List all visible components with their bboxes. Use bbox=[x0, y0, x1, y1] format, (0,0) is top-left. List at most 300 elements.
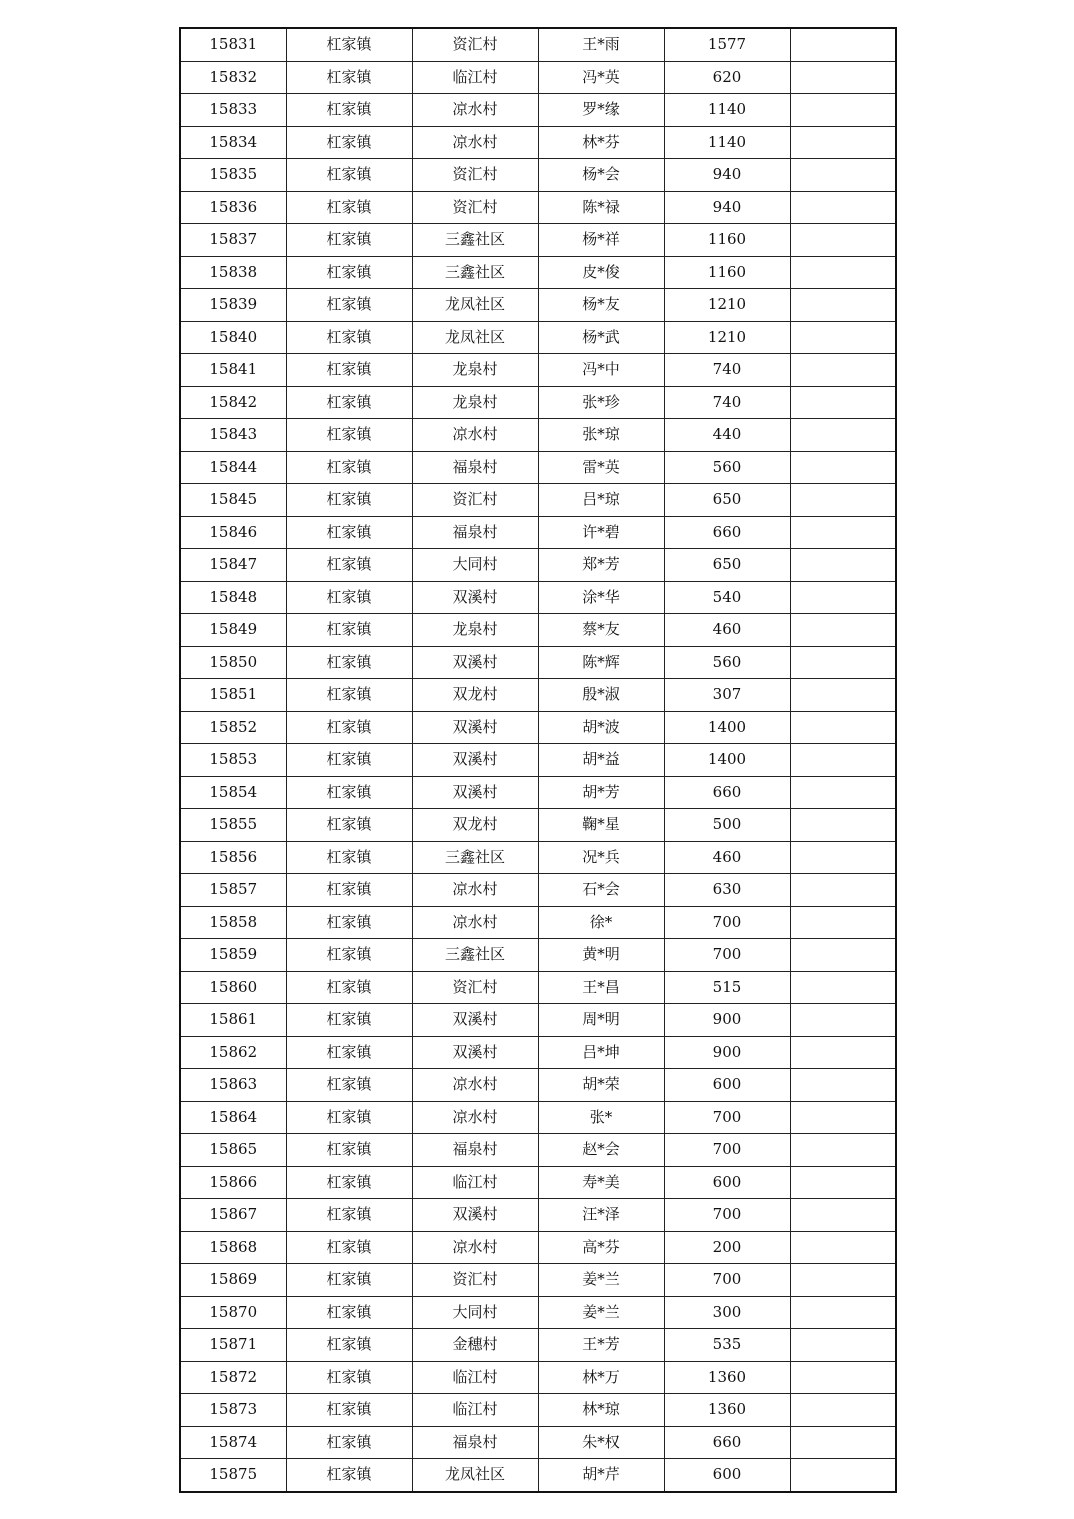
note-cell bbox=[790, 581, 896, 614]
town-cell: 杠家镇 bbox=[286, 1166, 412, 1199]
town-cell: 杠家镇 bbox=[286, 939, 412, 972]
name-cell: 徐* bbox=[538, 906, 664, 939]
town-cell: 杠家镇 bbox=[286, 451, 412, 484]
table-body bbox=[180, 28, 896, 1492]
table-row bbox=[180, 289, 896, 322]
amount-cell: 940 bbox=[664, 191, 790, 224]
row-number-cell: 15839 bbox=[180, 289, 286, 322]
town-cell: 杠家镇 bbox=[286, 484, 412, 517]
name-cell: 胡*波 bbox=[538, 711, 664, 744]
name-cell: 鞠*星 bbox=[538, 809, 664, 842]
note-cell bbox=[790, 61, 896, 94]
table-row bbox=[180, 1134, 896, 1167]
name-cell: 况*兵 bbox=[538, 841, 664, 874]
row-number-cell: 15871 bbox=[180, 1329, 286, 1362]
village-cell: 龙凤社区 bbox=[412, 321, 538, 354]
row-number-cell: 15831 bbox=[180, 28, 286, 61]
town-cell: 杠家镇 bbox=[286, 809, 412, 842]
note-cell bbox=[790, 679, 896, 712]
row-number-cell: 15837 bbox=[180, 224, 286, 257]
name-cell: 冯*中 bbox=[538, 354, 664, 387]
amount-cell: 650 bbox=[664, 484, 790, 517]
table-row bbox=[180, 1264, 896, 1297]
name-cell: 张* bbox=[538, 1101, 664, 1134]
village-cell: 福泉村 bbox=[412, 451, 538, 484]
village-cell: 三鑫社区 bbox=[412, 939, 538, 972]
table-row bbox=[180, 516, 896, 549]
amount-cell: 460 bbox=[664, 841, 790, 874]
row-number-cell: 15848 bbox=[180, 581, 286, 614]
note-cell bbox=[790, 614, 896, 647]
village-cell: 资汇村 bbox=[412, 191, 538, 224]
town-cell: 杠家镇 bbox=[286, 94, 412, 127]
amount-cell: 660 bbox=[664, 516, 790, 549]
name-cell: 张*琼 bbox=[538, 419, 664, 452]
table-row bbox=[180, 224, 896, 257]
note-cell bbox=[790, 646, 896, 679]
town-cell: 杠家镇 bbox=[286, 126, 412, 159]
town-cell: 杠家镇 bbox=[286, 646, 412, 679]
note-cell bbox=[790, 1069, 896, 1102]
amount-cell: 620 bbox=[664, 61, 790, 94]
name-cell: 杨*会 bbox=[538, 159, 664, 192]
name-cell: 雷*英 bbox=[538, 451, 664, 484]
village-cell: 凉水村 bbox=[412, 1101, 538, 1134]
name-cell: 胡*益 bbox=[538, 744, 664, 777]
village-cell: 凉水村 bbox=[412, 874, 538, 907]
note-cell bbox=[790, 1264, 896, 1297]
note-cell bbox=[790, 744, 896, 777]
amount-cell: 1160 bbox=[664, 224, 790, 257]
name-cell: 胡*芳 bbox=[538, 776, 664, 809]
note-cell bbox=[790, 159, 896, 192]
amount-cell: 300 bbox=[664, 1296, 790, 1329]
row-number-cell: 15868 bbox=[180, 1231, 286, 1264]
table-row bbox=[180, 1069, 896, 1102]
name-cell: 林*琼 bbox=[538, 1394, 664, 1427]
row-number-cell: 15853 bbox=[180, 744, 286, 777]
amount-cell: 940 bbox=[664, 159, 790, 192]
town-cell: 杠家镇 bbox=[286, 1231, 412, 1264]
row-number-cell: 15856 bbox=[180, 841, 286, 874]
note-cell bbox=[790, 386, 896, 419]
name-cell: 胡*芹 bbox=[538, 1459, 664, 1492]
village-cell: 双溪村 bbox=[412, 776, 538, 809]
table-row bbox=[180, 1361, 896, 1394]
name-cell: 王*芳 bbox=[538, 1329, 664, 1362]
note-cell bbox=[790, 354, 896, 387]
town-cell: 杠家镇 bbox=[286, 1069, 412, 1102]
town-cell: 杠家镇 bbox=[286, 776, 412, 809]
village-cell: 龙泉村 bbox=[412, 614, 538, 647]
row-number-cell: 15865 bbox=[180, 1134, 286, 1167]
name-cell: 陈*辉 bbox=[538, 646, 664, 679]
amount-cell: 700 bbox=[664, 939, 790, 972]
town-cell: 杠家镇 bbox=[286, 321, 412, 354]
name-cell: 林*芬 bbox=[538, 126, 664, 159]
amount-cell: 500 bbox=[664, 809, 790, 842]
row-number-cell: 15840 bbox=[180, 321, 286, 354]
village-cell: 双溪村 bbox=[412, 1199, 538, 1232]
village-cell: 金穗村 bbox=[412, 1329, 538, 1362]
town-cell: 杠家镇 bbox=[286, 1101, 412, 1134]
name-cell: 寿*美 bbox=[538, 1166, 664, 1199]
table-row bbox=[180, 451, 896, 484]
row-number-cell: 15854 bbox=[180, 776, 286, 809]
name-cell: 皮*俊 bbox=[538, 256, 664, 289]
table-row bbox=[180, 191, 896, 224]
table-row bbox=[180, 614, 896, 647]
table-row bbox=[180, 94, 896, 127]
row-number-cell: 15875 bbox=[180, 1459, 286, 1492]
village-cell: 三鑫社区 bbox=[412, 224, 538, 257]
row-number-cell: 15870 bbox=[180, 1296, 286, 1329]
name-cell: 吕*琼 bbox=[538, 484, 664, 517]
note-cell bbox=[790, 1101, 896, 1134]
village-cell: 临江村 bbox=[412, 1361, 538, 1394]
town-cell: 杠家镇 bbox=[286, 61, 412, 94]
town-cell: 杠家镇 bbox=[286, 1426, 412, 1459]
name-cell: 殷*淑 bbox=[538, 679, 664, 712]
row-number-cell: 15834 bbox=[180, 126, 286, 159]
row-number-cell: 15864 bbox=[180, 1101, 286, 1134]
note-cell bbox=[790, 1004, 896, 1037]
row-number-cell: 15841 bbox=[180, 354, 286, 387]
amount-cell: 660 bbox=[664, 1426, 790, 1459]
village-cell: 凉水村 bbox=[412, 94, 538, 127]
amount-cell: 700 bbox=[664, 1264, 790, 1297]
town-cell: 杠家镇 bbox=[286, 581, 412, 614]
row-number-cell: 15842 bbox=[180, 386, 286, 419]
town-cell: 杠家镇 bbox=[286, 744, 412, 777]
village-cell: 龙泉村 bbox=[412, 386, 538, 419]
row-number-cell: 15860 bbox=[180, 971, 286, 1004]
table-row bbox=[180, 711, 896, 744]
village-cell: 龙凤社区 bbox=[412, 289, 538, 322]
name-cell: 石*会 bbox=[538, 874, 664, 907]
village-cell: 双溪村 bbox=[412, 744, 538, 777]
amount-cell: 600 bbox=[664, 1459, 790, 1492]
row-number-cell: 15862 bbox=[180, 1036, 286, 1069]
village-cell: 龙凤社区 bbox=[412, 1459, 538, 1492]
note-cell bbox=[790, 191, 896, 224]
note-cell bbox=[790, 1231, 896, 1264]
table-row bbox=[180, 1426, 896, 1459]
village-cell: 龙泉村 bbox=[412, 354, 538, 387]
village-cell: 福泉村 bbox=[412, 1134, 538, 1167]
amount-cell: 1400 bbox=[664, 744, 790, 777]
table-row bbox=[180, 1394, 896, 1427]
table-row bbox=[180, 1199, 896, 1232]
row-number-cell: 15838 bbox=[180, 256, 286, 289]
town-cell: 杠家镇 bbox=[286, 419, 412, 452]
amount-cell: 540 bbox=[664, 581, 790, 614]
name-cell: 姜*兰 bbox=[538, 1296, 664, 1329]
amount-cell: 740 bbox=[664, 354, 790, 387]
note-cell bbox=[790, 971, 896, 1004]
note-cell bbox=[790, 289, 896, 322]
village-cell: 凉水村 bbox=[412, 1231, 538, 1264]
table-row bbox=[180, 1101, 896, 1134]
row-number-cell: 15872 bbox=[180, 1361, 286, 1394]
table-row bbox=[180, 354, 896, 387]
village-cell: 大同村 bbox=[412, 549, 538, 582]
village-cell: 双龙村 bbox=[412, 679, 538, 712]
name-cell: 郑*芳 bbox=[538, 549, 664, 582]
amount-cell: 560 bbox=[664, 646, 790, 679]
note-cell bbox=[790, 256, 896, 289]
town-cell: 杠家镇 bbox=[286, 159, 412, 192]
table-row bbox=[180, 419, 896, 452]
name-cell: 涂*华 bbox=[538, 581, 664, 614]
amount-cell: 700 bbox=[664, 1199, 790, 1232]
note-cell bbox=[790, 28, 896, 61]
town-cell: 杠家镇 bbox=[286, 906, 412, 939]
town-cell: 杠家镇 bbox=[286, 386, 412, 419]
row-number-cell: 15873 bbox=[180, 1394, 286, 1427]
amount-cell: 600 bbox=[664, 1166, 790, 1199]
note-cell bbox=[790, 549, 896, 582]
row-number-cell: 15874 bbox=[180, 1426, 286, 1459]
table-row bbox=[180, 939, 896, 972]
table-row bbox=[180, 841, 896, 874]
town-cell: 杠家镇 bbox=[286, 1361, 412, 1394]
name-cell: 黄*明 bbox=[538, 939, 664, 972]
amount-cell: 200 bbox=[664, 1231, 790, 1264]
village-cell: 凉水村 bbox=[412, 126, 538, 159]
row-number-cell: 15843 bbox=[180, 419, 286, 452]
name-cell: 许*碧 bbox=[538, 516, 664, 549]
note-cell bbox=[790, 1036, 896, 1069]
table-row bbox=[180, 1231, 896, 1264]
town-cell: 杠家镇 bbox=[286, 1394, 412, 1427]
amount-cell: 1210 bbox=[664, 289, 790, 322]
table-row bbox=[180, 159, 896, 192]
amount-cell: 700 bbox=[664, 906, 790, 939]
note-cell bbox=[790, 841, 896, 874]
note-cell bbox=[790, 906, 896, 939]
town-cell: 杠家镇 bbox=[286, 1296, 412, 1329]
row-number-cell: 15832 bbox=[180, 61, 286, 94]
amount-cell: 1360 bbox=[664, 1394, 790, 1427]
note-cell bbox=[790, 94, 896, 127]
amount-cell: 560 bbox=[664, 451, 790, 484]
name-cell: 姜*兰 bbox=[538, 1264, 664, 1297]
town-cell: 杠家镇 bbox=[286, 549, 412, 582]
row-number-cell: 15835 bbox=[180, 159, 286, 192]
town-cell: 杠家镇 bbox=[286, 354, 412, 387]
row-number-cell: 15846 bbox=[180, 516, 286, 549]
note-cell bbox=[790, 809, 896, 842]
town-cell: 杠家镇 bbox=[286, 1004, 412, 1037]
note-cell bbox=[790, 516, 896, 549]
village-cell: 资汇村 bbox=[412, 1264, 538, 1297]
village-cell: 资汇村 bbox=[412, 159, 538, 192]
town-cell: 杠家镇 bbox=[286, 971, 412, 1004]
table-row bbox=[180, 581, 896, 614]
note-cell bbox=[790, 711, 896, 744]
village-cell: 临江村 bbox=[412, 1166, 538, 1199]
note-cell bbox=[790, 451, 896, 484]
amount-cell: 1210 bbox=[664, 321, 790, 354]
row-number-cell: 15833 bbox=[180, 94, 286, 127]
town-cell: 杠家镇 bbox=[286, 191, 412, 224]
table-row bbox=[180, 646, 896, 679]
village-cell: 三鑫社区 bbox=[412, 256, 538, 289]
row-number-cell: 15836 bbox=[180, 191, 286, 224]
row-number-cell: 15869 bbox=[180, 1264, 286, 1297]
table-row bbox=[180, 874, 896, 907]
table-row bbox=[180, 809, 896, 842]
table-row bbox=[180, 386, 896, 419]
table-row bbox=[180, 1329, 896, 1362]
village-cell: 福泉村 bbox=[412, 1426, 538, 1459]
name-cell: 张*珍 bbox=[538, 386, 664, 419]
row-number-cell: 15850 bbox=[180, 646, 286, 679]
table-row bbox=[180, 1036, 896, 1069]
row-number-cell: 15857 bbox=[180, 874, 286, 907]
name-cell: 杨*友 bbox=[538, 289, 664, 322]
row-number-cell: 15845 bbox=[180, 484, 286, 517]
note-cell bbox=[790, 939, 896, 972]
row-number-cell: 15861 bbox=[180, 1004, 286, 1037]
name-cell: 林*万 bbox=[538, 1361, 664, 1394]
name-cell: 冯*英 bbox=[538, 61, 664, 94]
name-cell: 罗*缘 bbox=[538, 94, 664, 127]
amount-cell: 600 bbox=[664, 1069, 790, 1102]
amount-cell: 1140 bbox=[664, 94, 790, 127]
note-cell bbox=[790, 1166, 896, 1199]
village-cell: 双溪村 bbox=[412, 646, 538, 679]
village-cell: 双溪村 bbox=[412, 711, 538, 744]
row-number-cell: 15851 bbox=[180, 679, 286, 712]
village-cell: 双溪村 bbox=[412, 1004, 538, 1037]
note-cell bbox=[790, 1296, 896, 1329]
note-cell bbox=[790, 126, 896, 159]
note-cell bbox=[790, 874, 896, 907]
table-row bbox=[180, 61, 896, 94]
name-cell: 赵*会 bbox=[538, 1134, 664, 1167]
amount-cell: 740 bbox=[664, 386, 790, 419]
note-cell bbox=[790, 1361, 896, 1394]
note-cell bbox=[790, 1134, 896, 1167]
amount-cell: 440 bbox=[664, 419, 790, 452]
table-row bbox=[180, 549, 896, 582]
table-row bbox=[180, 28, 896, 61]
town-cell: 杠家镇 bbox=[286, 1459, 412, 1492]
row-number-cell: 15867 bbox=[180, 1199, 286, 1232]
town-cell: 杠家镇 bbox=[286, 1199, 412, 1232]
village-cell: 临江村 bbox=[412, 1394, 538, 1427]
amount-cell: 660 bbox=[664, 776, 790, 809]
table-row bbox=[180, 1004, 896, 1037]
town-cell: 杠家镇 bbox=[286, 289, 412, 322]
town-cell: 杠家镇 bbox=[286, 224, 412, 257]
row-number-cell: 15863 bbox=[180, 1069, 286, 1102]
town-cell: 杠家镇 bbox=[286, 874, 412, 907]
table-row bbox=[180, 1296, 896, 1329]
town-cell: 杠家镇 bbox=[286, 841, 412, 874]
village-cell: 资汇村 bbox=[412, 971, 538, 1004]
note-cell bbox=[790, 419, 896, 452]
name-cell: 杨*武 bbox=[538, 321, 664, 354]
row-number-cell: 15844 bbox=[180, 451, 286, 484]
village-cell: 大同村 bbox=[412, 1296, 538, 1329]
amount-cell: 1360 bbox=[664, 1361, 790, 1394]
table-row bbox=[180, 1166, 896, 1199]
table-row bbox=[180, 1459, 896, 1492]
name-cell: 王*昌 bbox=[538, 971, 664, 1004]
table-row bbox=[180, 744, 896, 777]
village-cell: 资汇村 bbox=[412, 484, 538, 517]
note-cell bbox=[790, 1426, 896, 1459]
town-cell: 杠家镇 bbox=[286, 711, 412, 744]
beneficiary-table bbox=[179, 27, 897, 1493]
town-cell: 杠家镇 bbox=[286, 1264, 412, 1297]
amount-cell: 515 bbox=[664, 971, 790, 1004]
town-cell: 杠家镇 bbox=[286, 1036, 412, 1069]
village-cell: 福泉村 bbox=[412, 516, 538, 549]
name-cell: 王*雨 bbox=[538, 28, 664, 61]
amount-cell: 307 bbox=[664, 679, 790, 712]
table-row bbox=[180, 484, 896, 517]
table-row bbox=[180, 256, 896, 289]
note-cell bbox=[790, 776, 896, 809]
village-cell: 凉水村 bbox=[412, 1069, 538, 1102]
name-cell: 吕*坤 bbox=[538, 1036, 664, 1069]
name-cell: 高*芬 bbox=[538, 1231, 664, 1264]
amount-cell: 630 bbox=[664, 874, 790, 907]
town-cell: 杠家镇 bbox=[286, 516, 412, 549]
row-number-cell: 15847 bbox=[180, 549, 286, 582]
row-number-cell: 15855 bbox=[180, 809, 286, 842]
note-cell bbox=[790, 484, 896, 517]
note-cell bbox=[790, 1394, 896, 1427]
name-cell: 胡*荣 bbox=[538, 1069, 664, 1102]
note-cell bbox=[790, 1329, 896, 1362]
row-number-cell: 15858 bbox=[180, 906, 286, 939]
amount-cell: 1160 bbox=[664, 256, 790, 289]
amount-cell: 700 bbox=[664, 1134, 790, 1167]
table-row bbox=[180, 906, 896, 939]
table-row bbox=[180, 321, 896, 354]
village-cell: 凉水村 bbox=[412, 419, 538, 452]
town-cell: 杠家镇 bbox=[286, 1329, 412, 1362]
amount-cell: 900 bbox=[664, 1036, 790, 1069]
amount-cell: 1577 bbox=[664, 28, 790, 61]
note-cell bbox=[790, 1459, 896, 1492]
note-cell bbox=[790, 321, 896, 354]
table-row bbox=[180, 679, 896, 712]
amount-cell: 460 bbox=[664, 614, 790, 647]
amount-cell: 900 bbox=[664, 1004, 790, 1037]
village-cell: 资汇村 bbox=[412, 28, 538, 61]
village-cell: 双龙村 bbox=[412, 809, 538, 842]
row-number-cell: 15852 bbox=[180, 711, 286, 744]
town-cell: 杠家镇 bbox=[286, 256, 412, 289]
name-cell: 汪*泽 bbox=[538, 1199, 664, 1232]
town-cell: 杠家镇 bbox=[286, 614, 412, 647]
town-cell: 杠家镇 bbox=[286, 679, 412, 712]
note-cell bbox=[790, 224, 896, 257]
note-cell bbox=[790, 1199, 896, 1232]
name-cell: 朱*权 bbox=[538, 1426, 664, 1459]
amount-cell: 1140 bbox=[664, 126, 790, 159]
town-cell: 杠家镇 bbox=[286, 1134, 412, 1167]
table-row bbox=[180, 776, 896, 809]
amount-cell: 650 bbox=[664, 549, 790, 582]
table-row bbox=[180, 971, 896, 1004]
